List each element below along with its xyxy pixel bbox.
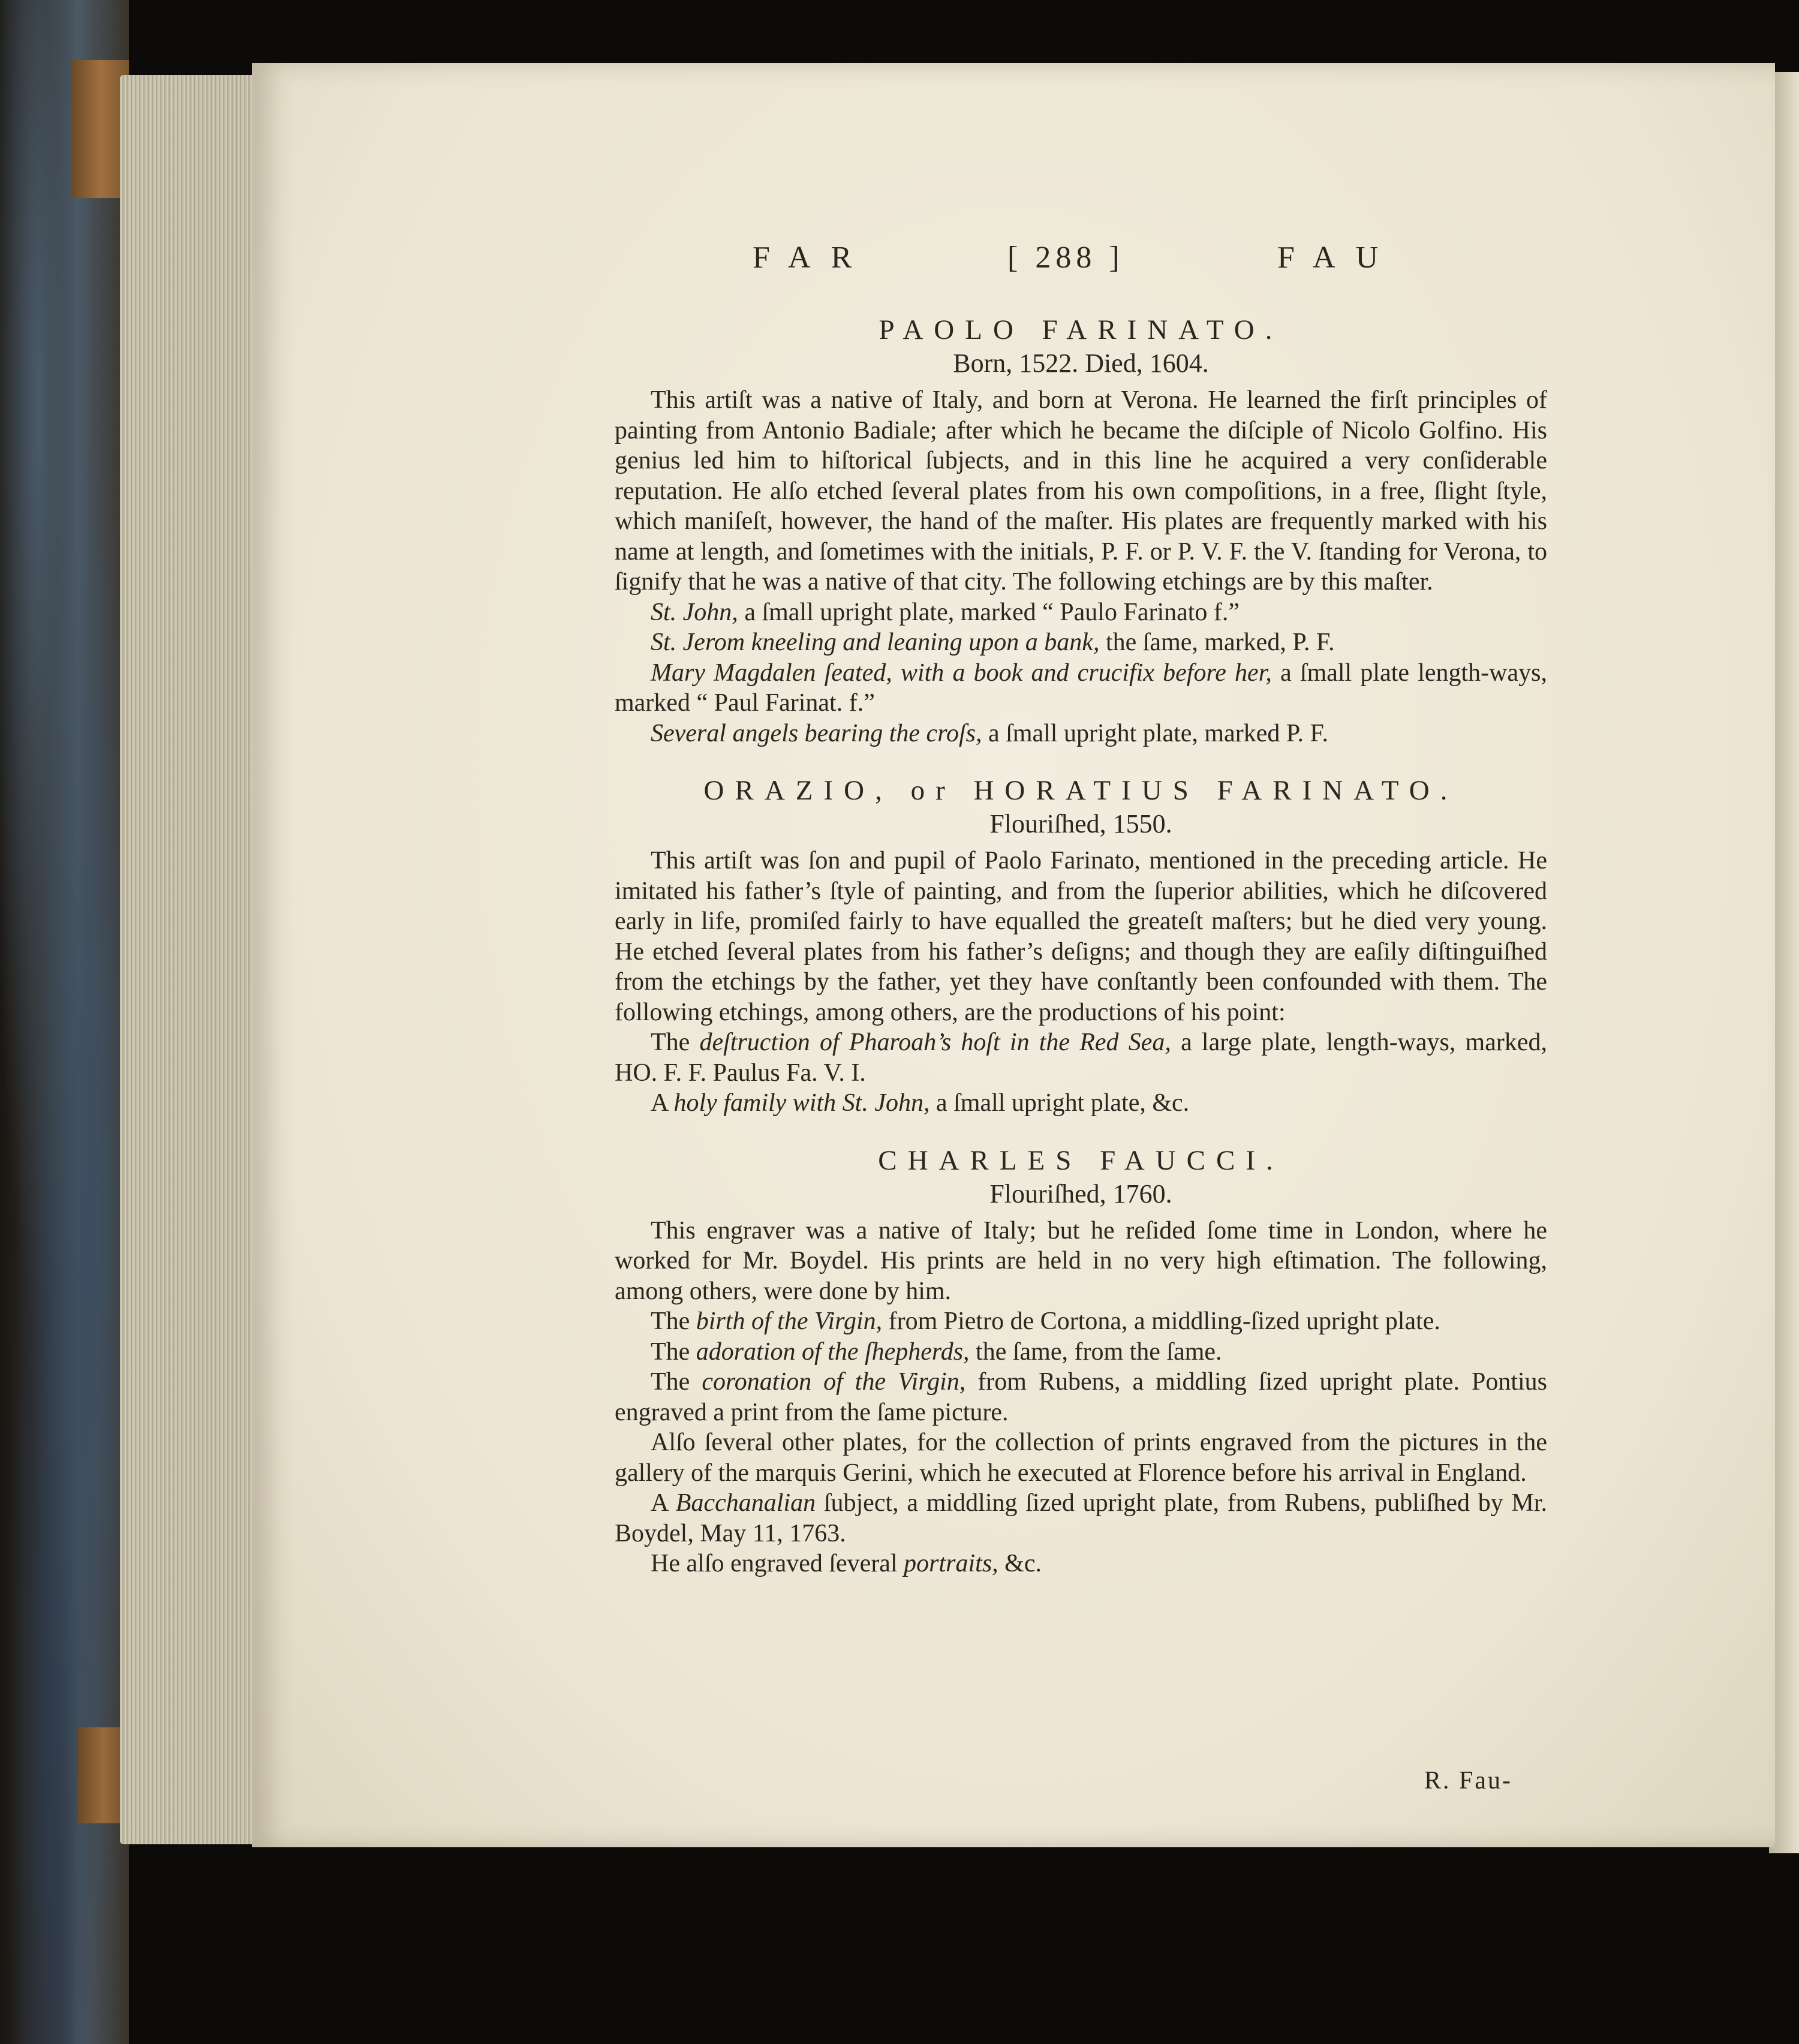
print-item: A holy family with St. John, a ſmall upright plate, &c. xyxy=(651,1089,1190,1117)
entry-dates: Flouriſhed, 1760. xyxy=(989,1179,1172,1209)
entry-dates: Born, 1522. Died, 1604. xyxy=(953,348,1209,378)
page-edges xyxy=(120,75,258,1844)
print-item: The coronation of the Virgin, from Rubens, a middling ſized upright plate. Pontius engraved a print from the ſame picture. xyxy=(615,1368,1547,1426)
entry-title: ORAZIO, or HORATIUS FARINATO. xyxy=(703,775,1458,806)
entry-title: CHARLES FAUCCI. xyxy=(878,1144,1284,1176)
print-item: The adoration of the ſhepherds, the ſame, from the ſame. xyxy=(651,1337,1222,1366)
print-item: Alſo ſeveral other plates, for the collection of prints engraved from the pictures in the gallery of the marquis Gerini, which he executed at Florence before his arrival in England. xyxy=(615,1429,1547,1487)
print-item: St. John, a ſmall upright plate, marked “ Paulo Farinato f.” xyxy=(651,598,1240,626)
print-item: Mary Magdalen ſeated, with a book and crucifix before her, a ſmall plate length-ways, marked “ Paul Farinat. f.” xyxy=(615,659,1547,717)
print-item: The birth of the Virgin, from Pietro de Cortona, a middling-ſized upright plate. xyxy=(651,1307,1440,1335)
running-head-right: FAU xyxy=(1277,241,1399,275)
running-head xyxy=(615,240,1547,288)
print-item: The deſtruction of Pharoah’s hoſt in the Red Sea, a large plate, length-ways, marked, HO. F. F. Paulus Fa. V. I. xyxy=(615,1029,1547,1087)
print-item: St. Jerom kneeling and leaning upon a bank, the ſame, marked, P. F. xyxy=(651,629,1335,656)
print-item: Several angels bearing the croſs, a ſmall upright plate, marked P. F. xyxy=(651,719,1329,747)
catchword: R. Fau- xyxy=(1424,1767,1512,1794)
running-head-left: FAR xyxy=(753,241,873,275)
entry-paolo-farinato xyxy=(615,313,1547,749)
entry-body: This artiſt was ſon and pupil of Paolo Farinato, mentioned in the preceding article. He imitated his father’s ſtyle of painting, and from the ſuperior abilities, which he diſcovered early in life, promiſed fairly to have equalled the greateſt maſters; but he died very young. He etched ſeveral plates from his father’s deſigns; and though they are eaſily diſtinguiſhed from the etchings by the father, yet they have conſtantly been confounded with them. The following etchings, among others, are the productions of his point: xyxy=(615,847,1547,1026)
text-column xyxy=(615,240,1547,1579)
print-item: He alſo engraved ſeveral portraits, &c. xyxy=(651,1550,1042,1577)
entry-body: This artiſt was a native of Italy, and born at Verona. He learned the firſt principles of painting from Antonio Badiale; after which he became the diſciple of Nicolo Golfino. His genius led him to hiſtorical ſubjects, and in this line he acquired a very conſiderable reputation. He alſo etched ſeveral plates from his own compoſitions, in a free, ſlight ſtyle, which maniſeſt, however, the hand of the maſter. His plates are frequently marked with his name at length, and ſometimes with the initials, P. F. or P. V. F. the V. ſtanding for Verona, to ſignify that he was a native of that city. The following etchings are by this maſter. xyxy=(615,386,1547,596)
page-number: [ 288 ] xyxy=(1007,241,1124,275)
entry-title: PAOLO FARINATO. xyxy=(879,314,1283,345)
print-item: A Bacchanalian ſubject, a middling ſized upright plate, from Rubens, publiſhed by Mr. Boydel, May 11, 1763. xyxy=(615,1489,1548,1547)
entry-dates: Flouriſhed, 1550. xyxy=(989,809,1172,838)
entry-charles-faucci xyxy=(615,1144,1547,1579)
entry-body: This engraver was a native of Italy; but he reſided ſome time in London, where he worked for Mr. Boydel. His prints are held in no very high eſtimation. The following, among others, were done by him. xyxy=(615,1216,1547,1305)
entry-orazio-farinato xyxy=(615,774,1547,1119)
